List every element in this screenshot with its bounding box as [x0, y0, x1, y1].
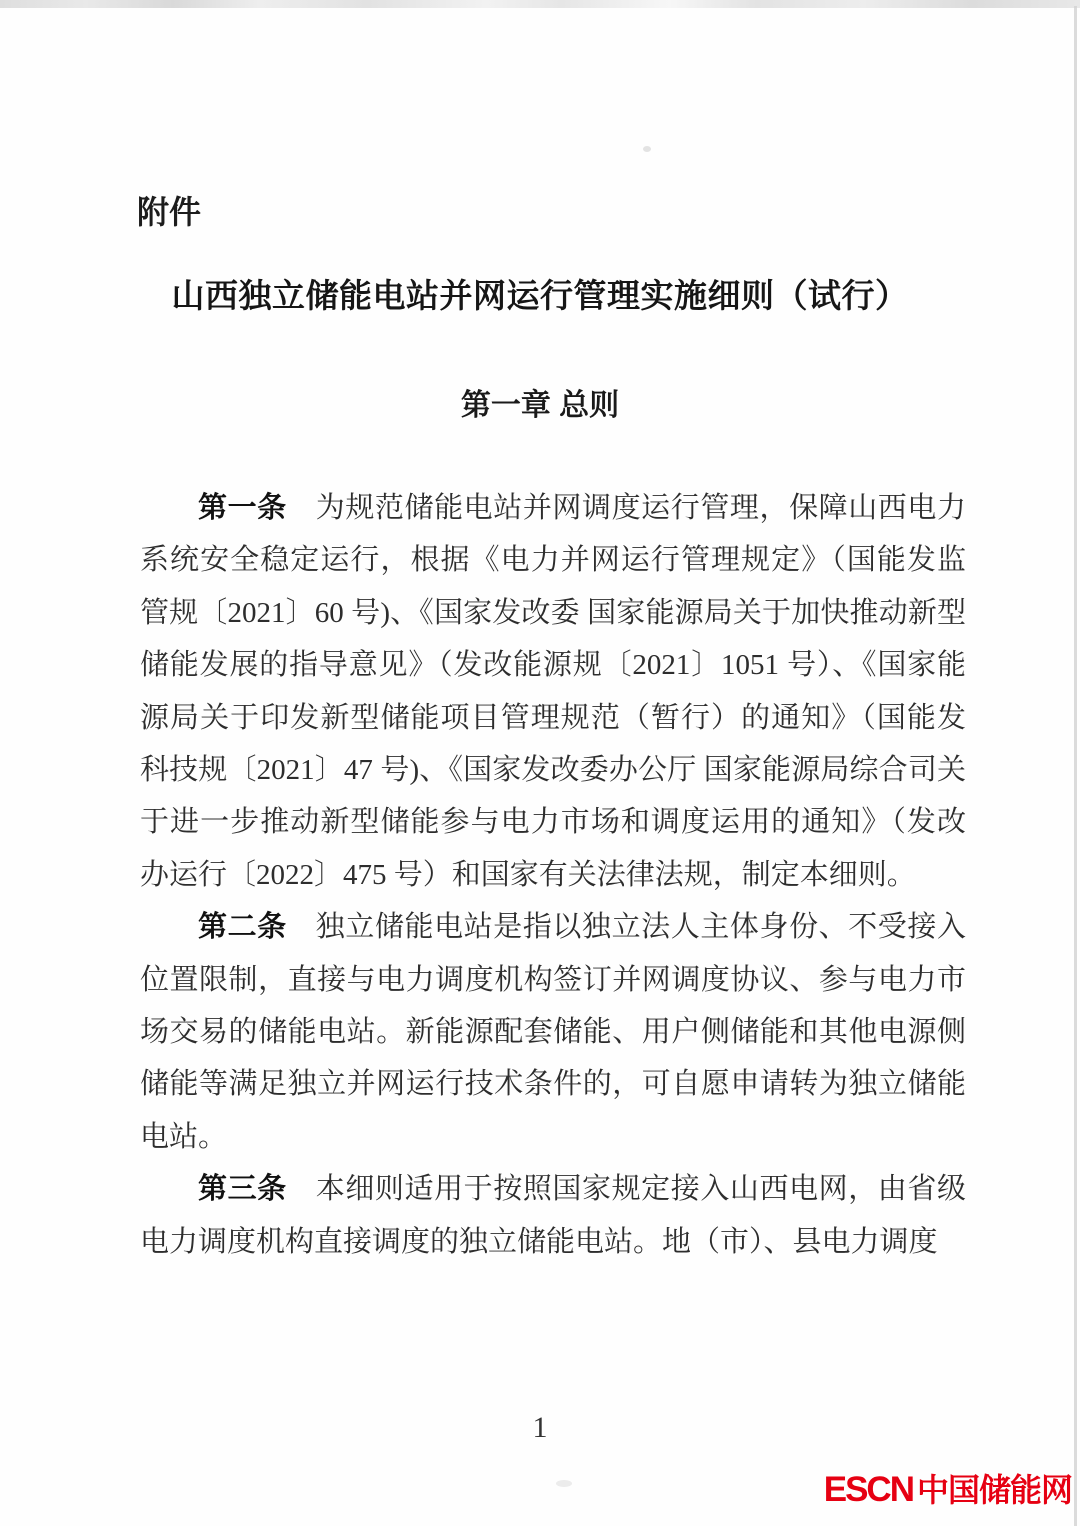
article-number-label: 第二条: [198, 911, 287, 944]
scan-artifact-right-edge: [1074, 6, 1077, 1526]
article-paragraph: 第三条 本细则适用于按照国家规定接入山西电网，由省级电力调度机构直接调度的独立储能电站。地（市）、县电力调度: [140, 1173, 966, 1258]
attachment-label: 附件: [137, 194, 202, 230]
document-body: [140, 482, 966, 1268]
scan-artifact-top-edge: [0, 0, 1080, 8]
escn-logo-chinese-text: 中国储能网: [916, 1472, 1072, 1508]
escn-watermark-logo: [824, 1472, 1072, 1507]
scan-artifact-smudge: [556, 1480, 572, 1487]
article-number-label: 第一条: [198, 492, 287, 524]
scan-artifact-dot: [643, 146, 651, 152]
page-number: 1: [532, 1411, 548, 1444]
chapter-heading: 第一章 总则: [460, 389, 620, 422]
article-paragraph: 第二条 独立储能电站是指以独立法人主体身份、不受接入位置限制，直接与电力调度机构签订并网调度协议、参与电力市场交易的储能电站。新能源配套储能、用户侧储能和其他电源侧储能等满足独立并网运行技术条件的，可自愿申请转为独立储能电站。: [140, 911, 966, 1153]
document-title: 山西独立储能电站并网运行管理实施细则（试行）: [171, 279, 909, 315]
article-paragraph: 第一条 为规范储能电站并网调度运行管理，保障山西电力系统安全稳定运行，根据《电力并网运行管理规定》（国能发监管规〔2021〕60 号)、《国家发改委 国家能源局关于加快推动新型储能发展的指导意见》（发改能源规〔2021〕1051 号）、《国家能源局关于印发新型储能项目管理规范（暂行）的通知》（国能发科技规〔2021〕47 号)、《国家发改委办公厅 国家能源局综合司关于进一步推动新型储能参与电力市场和调度运用的通知》（发改办运行〔2022〕475 号）和国家有关法律法规，制定本细则。: [140, 492, 966, 891]
escn-logo-latin-text: ESCN: [823, 1470, 913, 1509]
article-number-label: 第三条: [198, 1173, 287, 1206]
